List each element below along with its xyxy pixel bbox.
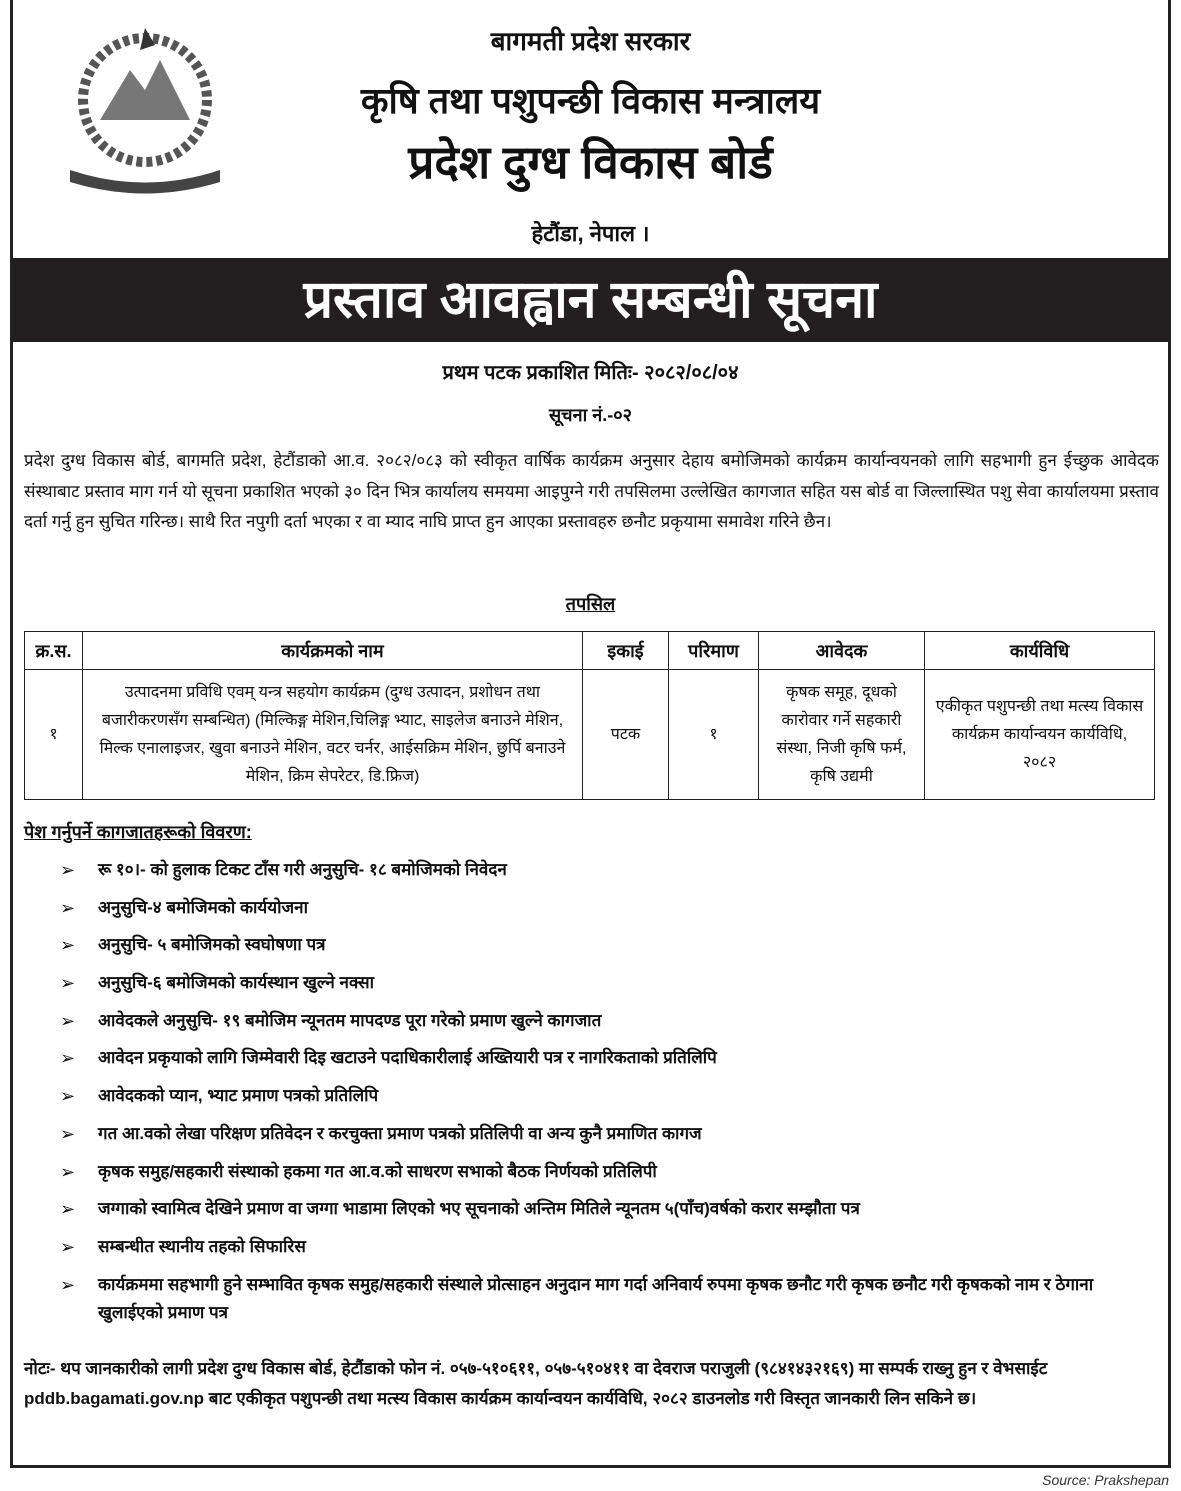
document-item	[60, 894, 1160, 922]
document-text: आवेदकको प्यान, भ्याट प्रमाण पत्रको प्रतिलिपि	[98, 1086, 379, 1106]
document-item	[60, 1195, 1160, 1223]
document-item	[60, 1158, 1160, 1186]
arrow-bullet-icon: ➢	[60, 1274, 76, 1295]
arrow-bullet-icon: ➢	[60, 1123, 76, 1144]
table-header-row	[25, 632, 1155, 670]
arrow-bullet-icon: ➢	[60, 1161, 76, 1182]
col-header: आवेदक	[759, 632, 925, 670]
document-text: आवेदन प्रकृयाको लागि जिम्मेवारी दिइ खटाउने पदाधिकारीलाई अख्तियारी पत्र र नागरिकताको प्रतिलिपि	[98, 1048, 717, 1068]
intro-paragraph: प्रदेश दुग्ध विकास बोर्ड, बागमति प्रदेश, हेटौंडाको आ.व. २०८२/०८३ को स्वीकृत वार्षिक कार्यक्रम अनुसार देहाय बमोजिमको कार्यक्रम कार्यान्वयनको लागि सहभागी हुन ईच्छुक आवेदक संस्थाबाट प्रस्ताव माग गर्न यो सूचना प्रकाशित भएको ३० दिन भित्र कार्यालय समयमा आइपुग्ने गरी तपसिलमा उल्लेखित कागजात सहित यस बोर्ड वा जिल्लास्थित पशु सेवा कार्यालयमा प्रस्ताव दर्ता गर्नु हुन सुचित गरिन्छ। साथै रित नपुगी दर्ता भएका र वा म्याद नाघि प्राप्त हुन आएका प्रस्तावहरु छनौट प्रकृयामा समावेश गरिने छैन।	[24, 451, 1159, 531]
notice-title-banner: प्रस्ताव आवह्वान सम्बन्धी सूचना	[13, 258, 1168, 342]
cell-serial: १	[25, 670, 83, 800]
program-table	[24, 631, 1155, 800]
ministry-name: कृषि तथा पशुपन्छी विकास मन्त्रालय	[360, 80, 821, 121]
col-header: परिमाण	[669, 632, 759, 670]
col-header: कार्यक्रमको नाम	[83, 632, 583, 670]
document-text: सम्बन्धीत स्थानीय तहको सिफारिस	[98, 1236, 306, 1256]
arrow-bullet-icon: ➢	[60, 897, 76, 918]
document-text: अनुसुचि-६ बमोजिमको कार्यस्थान खुल्ने नक्सा	[98, 973, 375, 993]
document-text: कृषक समुह/सहकारी संस्थाको हकमा गत आ.व.को साधरण सभाको बैठक निर्णयको प्रतिलिपी	[98, 1161, 657, 1181]
arrow-bullet-icon: ➢	[60, 973, 76, 994]
document-item	[60, 1120, 1160, 1148]
arrow-bullet-icon: ➢	[60, 1236, 76, 1257]
documents-heading: पेश गर्नुपर्ने कागजातहरूको विवरण:	[24, 822, 252, 842]
arrow-bullet-icon: ➢	[60, 1048, 76, 1069]
arrow-bullet-icon: ➢	[60, 1010, 76, 1031]
published-date: प्रथम पटक प्रकाशित मितिः- २०८२/०८/०४	[442, 362, 739, 384]
board-name: प्रदेश दुग्ध विकास बोर्ड	[408, 136, 773, 188]
col-header: इकाई	[583, 632, 669, 670]
document-item	[60, 969, 1160, 997]
cell-procedure: एकीकृत पशुपन्छी तथा मत्स्य विकास कार्यक्रम कार्यान्वयन कार्यविधि, २०८२	[925, 670, 1155, 800]
documents-list	[60, 856, 1160, 1336]
col-header: क्र.स.	[25, 632, 83, 670]
document-text: आवेदकले अनुसुचि- १९ बमोजिम न्यूनतम मापदण्ड पूरा गरेको प्रमाण खुल्ने कागजात	[98, 1010, 602, 1030]
location: हेटौंडा, नेपाल ।	[531, 221, 650, 246]
document-item	[60, 1082, 1160, 1110]
document-item	[60, 931, 1160, 959]
arrow-bullet-icon: ➢	[60, 1199, 76, 1220]
arrow-bullet-icon: ➢	[60, 860, 76, 880]
schedule-heading: तपसिल	[565, 594, 616, 614]
government-name: बागमती प्रदेश सरकार	[490, 26, 691, 56]
document-text: गत आ.वको लेखा परिक्षण प्रतिवेदन र करचुक्ता प्रमाण पत्रको प्रतिलिपी वा अन्य कुनै प्रमाणित कागज	[98, 1123, 702, 1143]
cell-unit: पटक	[583, 670, 669, 800]
document-item	[60, 1233, 1160, 1261]
cell-applicant: कृषक समूह, दूधको कारोवार गर्ने सहकारी संस्था, निजी कृषि फर्म, कृषि उद्यमी	[759, 670, 925, 800]
arrow-bullet-icon: ➢	[60, 1086, 76, 1107]
document-item	[60, 856, 1160, 884]
document-item	[60, 1007, 1160, 1035]
arrow-bullet-icon: ➢	[60, 935, 76, 956]
document-item	[60, 1271, 1160, 1327]
source-credit: Source: Prakshepan	[1042, 1472, 1169, 1488]
col-header: कार्यविधि	[925, 632, 1155, 670]
cell-program-name: उत्पादनमा प्रविधि एवम् यन्त्र सहयोग कार्यक्रम (दुग्ध उत्पादन, प्रशोधन तथा बजारीकरणसँग सम्बन्धित) (मिल्किङ्ग मेशिन,चिलिङ्ग भ्याट, साइलेज बनाउने मेशिन, मिल्क एनालाइजर, खुवा बनाउने मेशिन, वटर चर्नर, आईसक्रिम मेशिन, छुर्पि बनाउने मेशिन, क्रिम सेपरेटर, डि.फ्रिज)	[83, 670, 583, 800]
document-text: रू १०।- को हुलाक टिकट टाँस गरी अनुसुचि- १८ बमोजिमको निवेदन	[98, 860, 507, 879]
document-text: कार्यक्रममा सहभागी हुने सम्भावित कृषक समुह/सहकारी संस्थाले प्रोत्साहन अनुदान माग गर्दा अनिवार्य रुपमा कृषक छनौट गरी कृषक छनौट गरी कृषकको नाम र ठेगाना खुलाईएको प्रमाण पत्र	[98, 1274, 1094, 1322]
cell-quantity: १	[669, 670, 759, 800]
note-paragraph: नोटः- थप जानकारीको लागी प्रदेश दुग्ध विकास बोर्ड, हेटौंडाको फोन नं. ०५७-५१०६११, ०५७-५१०४११ वा देवराज पराजुली (९८४१४३२१६९) मा सम्पर्क राख्नु हुन र वेभसाईट pddb.bagamati.gov.np बाट एकीकृत पशुपन्छी तथा मत्स्य विकास कार्यक्रम कार्यान्वयन कार्यविधि, २०८२ डाउनलोड गरी विस्तृत जानकारी लिन सकिने छ।	[24, 1359, 1048, 1408]
document-text: अनुसुचि-४ बमोजिमको कार्ययोजना	[98, 897, 309, 917]
notice-number: सूचना नं.-०२	[549, 405, 632, 425]
table-row	[25, 670, 1155, 800]
document-item	[60, 1044, 1160, 1072]
document-text: जग्गाको स्वामित्व देखिने प्रमाण वा जग्गा भाडामा लिएको भए सूचनाको अन्तिम मितिले न्यूनतम ५(पाँच)वर्षको करार सम्झौता पत्र	[98, 1199, 860, 1219]
document-text: अनुसुचि- ५ बमोजिमको स्वघोषणा पत्र	[98, 935, 326, 955]
